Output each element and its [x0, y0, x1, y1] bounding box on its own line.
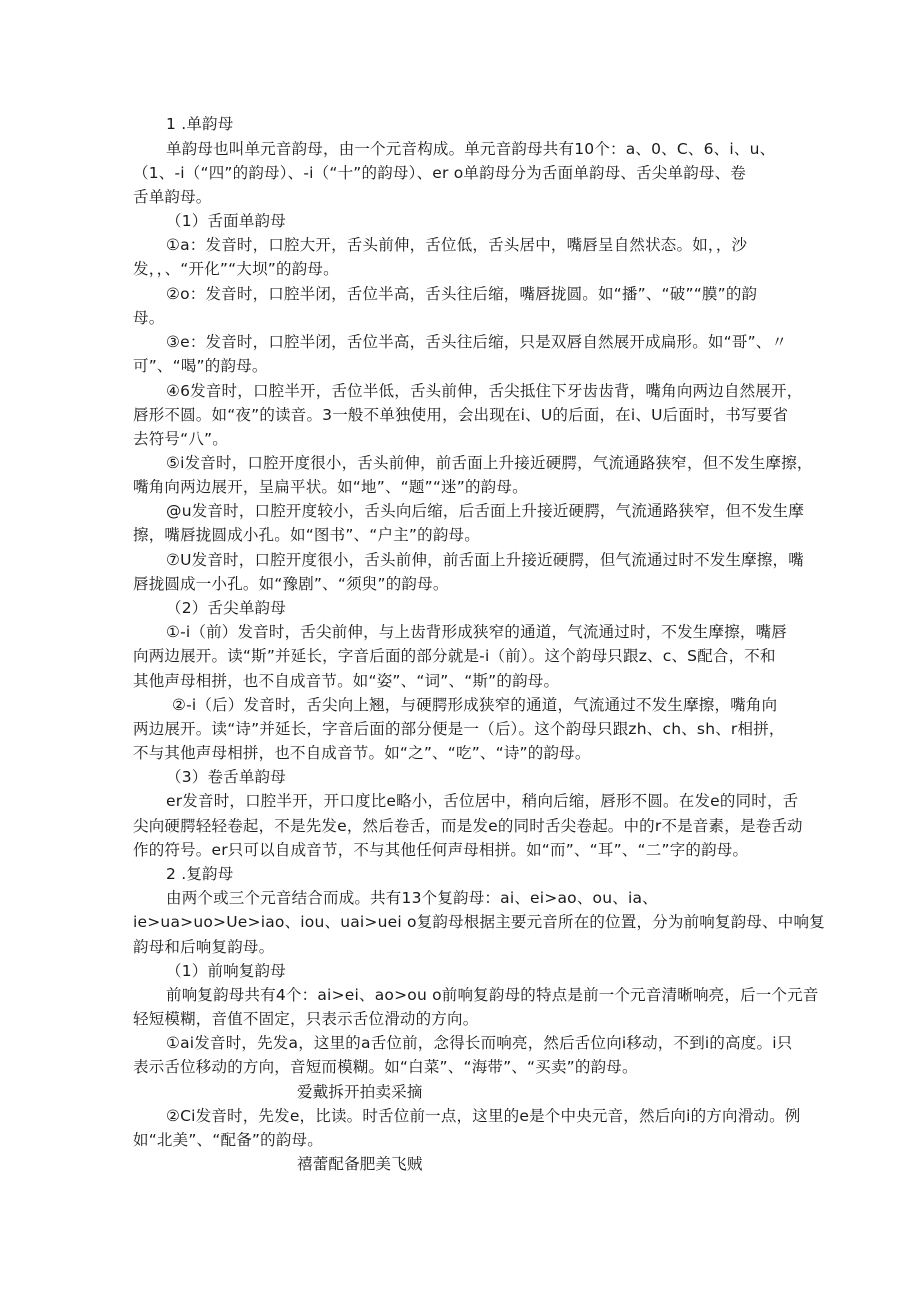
paragraph-line: 不与其他声母相拼，也不自成音节。如“之”、“吃”、“诗”的韵母。	[133, 744, 591, 762]
paragraph-line: ①-i（前）发音时，舌尖前伸，与上齿背形成狭窄的通道，气流通过时，不发生摩擦，嘴唇	[166, 623, 787, 641]
paragraph-line: 嘴角向两边展开，呈扁平状。如“地”、“题”“迷”的韵母。	[133, 478, 528, 496]
heading-single-finals: 1 .单韵母	[166, 115, 234, 133]
example-words-ei: 禧蕾配备肥美飞贼	[297, 1155, 423, 1173]
paragraph-line: 母。	[133, 309, 165, 327]
paragraph-line: 可”、“喝”的韵母。	[133, 357, 268, 375]
paragraph-line: 发，，、“开化”“大坝”的韵母。	[133, 260, 339, 278]
paragraph-line: 作的符号。er只可以自成音节，不与其他任何声母相拼。如“而”、“耳”、“二”字的韵母。	[133, 841, 749, 859]
paragraph-line: 去符号“八”。	[133, 430, 228, 448]
paragraph-line: ②Ci发音时，先发e，比读。时舌位前一点，这里的e是个中央元音，然后向i的方向滑动。例	[166, 1107, 801, 1125]
paragraph-line: ①a：发音时，口腔大开，舌头前伸，舌位低，舌头居中，嘴唇呈自然状态。如，，沙	[166, 236, 748, 254]
paragraph-line: ②o：发音时，口腔半闭，舌位半高，舌头往后缩，嘴唇拢圆。如“播”、“破”“膜”的韵	[166, 285, 758, 303]
paragraph-line: 其他声母相拼，也不自成音节。如“姿”、“词”、“斯”的韵母。	[133, 672, 560, 690]
paragraph-line: ③e：发音时，口腔半闭，舌位半高，舌头往后缩，只是双唇自然展开成扁形。如“哥”、〃	[166, 333, 788, 351]
paragraph-line: er发音时，口腔半开，开口度比e略小，舌位居中，稍向后缩，唇形不圆。在发e的同时，舌	[166, 792, 799, 810]
paragraph-line: 两边展开。读“诗”并延长，字音后面的部分便是一（后）。这个韵母只跟zh、ch、sh、r相拼，	[133, 720, 785, 738]
paragraph-line: @u发音时，口腔开度较小，舌头向后缩，后舌面上升接近硬腭，气流通路狭窄，但不发生摩	[166, 502, 805, 520]
paragraph-line: 向两边展开。读“斯”并延长，字音后面的部分就是-i（前）。这个韵母只跟z、c、S配合，不和	[133, 647, 776, 665]
heading-compound-finals: 2 .复韵母	[166, 865, 234, 883]
paragraph-line: ⑦U发音时，口腔开度很小，舌头前伸，前舌面上升接近硬腭，但气流通过时不发生摩擦，嘴	[166, 551, 804, 569]
paragraph-line: ie>ua>uo>Ue>iao、iou、uai>uei o复韵母根据主要元音所在的位置，分为前响复韵母、中响复	[133, 913, 825, 931]
paragraph-line: 擦，嘴唇拢圆成小孔。如“图书”、“户主”的韵母。	[133, 526, 480, 544]
example-words-ai: 爱戴拆开拍卖采摘	[297, 1083, 423, 1101]
paragraph-line: 尖向硬腭轻轻卷起，不是先发e，然后卷舌，而是发e的同时舌尖卷起。中的r不是音素，是卷舌动	[133, 817, 803, 835]
subheading-tongue-surface: （1）舌面单韵母	[166, 212, 286, 230]
paragraph-line: 如“北美”、“配备”的韵母。	[133, 1131, 323, 1149]
subheading-front-compound: （1）前响复韵母	[166, 962, 286, 980]
paragraph-line: ⑤i发音时，口腔开度很小，舌头前伸，前舌面上升接近硬腭，气流通路狭窄，但不发生摩擦，	[166, 454, 813, 472]
paragraph-line: 唇形不圆。如“夜”的读音。3一般不单独使用，会出现在i、U的后面，在i、U后面时，书写要省	[133, 406, 789, 424]
paragraph-line: 由两个或三个元音结合而成。共有13个复韵母：ai、ei>ao、ou、ia、	[166, 889, 658, 907]
paragraph-line: 舌单韵母。	[133, 188, 212, 206]
paragraph-line: ④6发音时，口腔半开，舌位半低，舌头前伸，舌尖抵住下牙齿齿背，嘴角向两边自然展开，	[166, 382, 803, 400]
paragraph-line: 轻短模糊，音值不固定，只表示舌位滑动的方向。	[133, 1010, 479, 1028]
paragraph-line: 唇拢圆成一小孔。如“豫剧”、“须臾”的韵母。	[133, 575, 449, 593]
paragraph-line: 表示舌位移动的方向，音短而模糊。如“白菜”、“海带”、“买卖”的韵母。	[133, 1058, 638, 1076]
subheading-tongue-tip: （2）舌尖单韵母	[166, 599, 286, 617]
paragraph-line: ①ai发音时，先发a，这里的a舌位前，念得长而响亮，然后舌位向i移动，不到i的高度。i只	[166, 1034, 793, 1052]
paragraph-line: 韵母和后响复韵母。	[133, 938, 275, 956]
paragraph-line: 单韵母也叫单元音韵母，由一个元音构成。单元音韵母共有10个：a、0、C、6、i、u、	[166, 140, 776, 158]
paragraph-line: ②-i（后）发音时，舌尖向上翘，与硬腭形成狭窄的通道，气流通过不发生摩擦，嘴角向	[172, 696, 778, 714]
paragraph-line: 前响复韵母共有4个：ai>ei、ao>ou o前响复韵母的特点是前一个元音清晰响亮，后一个元音	[166, 986, 819, 1004]
paragraph-line: （1、-i（“四”的韵母）、-i（“十”的韵母）、er o单韵母分为舌面单韵母、舌尖单韵母、卷	[133, 164, 747, 182]
subheading-retroflex: （3）卷舌单韵母	[166, 768, 286, 786]
